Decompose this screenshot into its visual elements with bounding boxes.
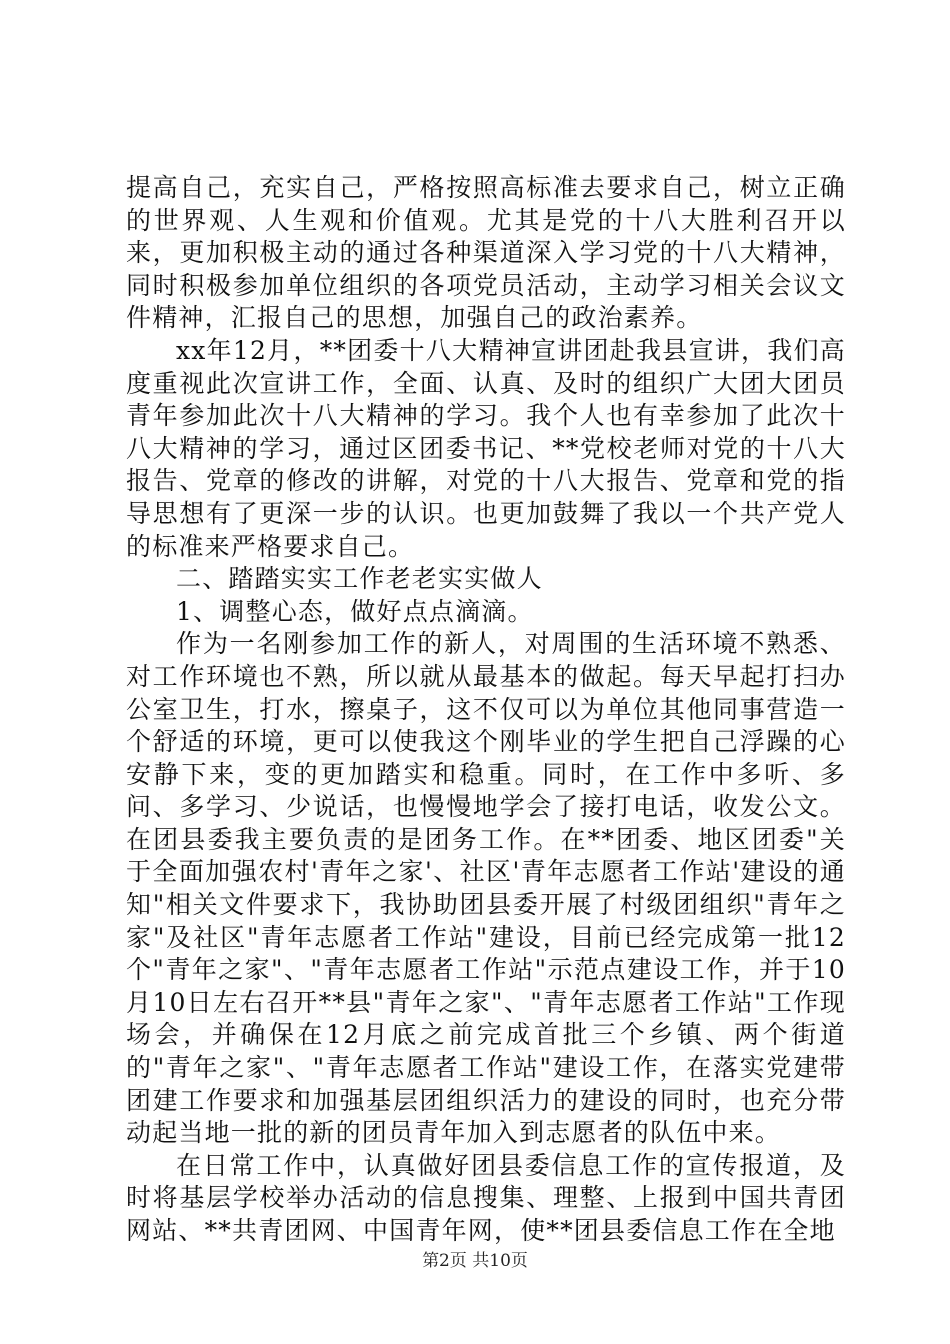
subsection-heading: 1、调整心态，做好点点滴滴。 bbox=[176, 596, 534, 626]
section-heading: 二、踏踏实实工作老老实实做人 bbox=[176, 564, 543, 594]
page-number-footer: 第2页 共10页 bbox=[422, 1251, 528, 1271]
paragraph-3: 作为一名刚参加工作的新人，对周围的生活环境不熟悉、对工作环境也不熟，所以就从最基本的做起。每天早起打扫办公室卫生，打水，擦桌子，这不仅可以为单位其他同事营造一个舒适的环境，更可以使我这个刚毕业的学生把自己浮躁的心安静下来，变的更加踏实和稳重。同时，在工作中多听、多问、多学习、少说话，也慢慢地学会了接打电话，收发公文。在团县委我主要负责的是团务工作。在**团委、地区团委"关于全面加强农村'青年之家'、社区'青年志愿者工作站'建设的通知"相关文件要求下，我协助团县委开展了村级团组织"青年之家"及社区"青年志愿者工作站"建设，目前已经完成第一批12个"青年之家"、"青年志愿者工作站"示范点建设工作，并于10月10日左右召开**县"青年之家"、"青年志愿者工作站"工作现场会，并确保在12月底之前完成首批三个乡镇、两个街道的"青年之家"、"青年志愿者工作站"建设工作，在落实党建带团建工作要求和加强基层团组织活力的建设的同时，也充分带动起当地一批的新的团员青年加入到志愿者的队伍中来。 bbox=[126, 629, 846, 1148]
document-body bbox=[126, 172, 846, 1248]
paragraph-4: 在日常工作中，认真做好团县委信息工作的宣传报道，及时将基层学校举办活动的信息搜集、理整、上报到中国共青团网站、**共青团网、中国青年网，使**团县委信息工作在全地 bbox=[126, 1150, 846, 1245]
paragraph-2: xx年12月，**团委十八大精神宣讲团赴我县宣讲，我们高度重视此次宣讲工作，全面、认真、及时的组织广大团大团员青年参加此次十八大精神的学习。我个人也有幸参加了此次十八大精神的学习，通过区团委书记、**党校老师对党的十八大报告、党章的修改的讲解，对党的十八大报告、党章和党的指导思想有了更深一步的认识。也更加鼓舞了我以一个共产党人的标准来严格要求自己。 bbox=[126, 335, 846, 561]
paragraph-1: 提高自己，充实自己，严格按照高标准去要求自己，树立正确的世界观、人生观和价值观。尤其是党的十八大胜利召开以来，更加积极主动的通过各种渠道深入学习党的十八大精神，同时积极参加单位组织的各项党员活动，主动学习相关会议文件精神，汇报自己的思想，加强自己的政治素养。 bbox=[126, 173, 846, 333]
